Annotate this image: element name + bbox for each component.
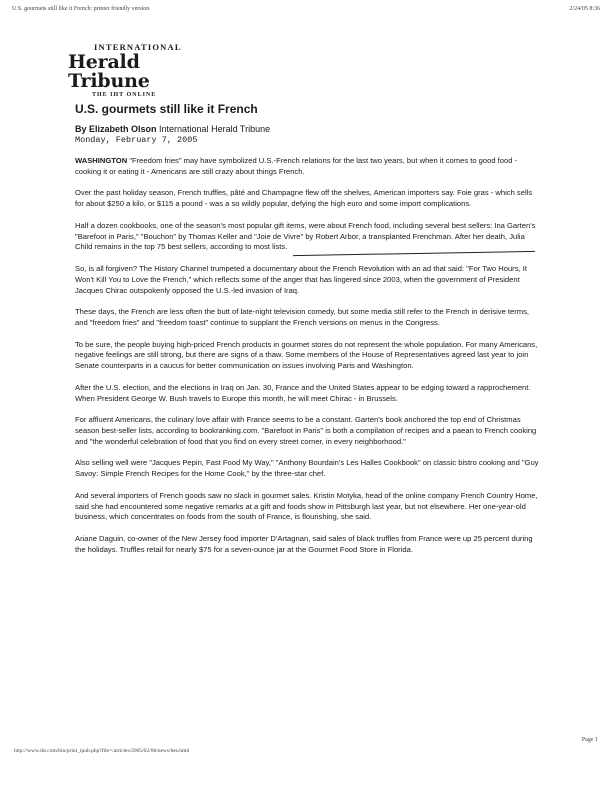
- byline-author: By Elizabeth Olson: [75, 124, 157, 134]
- paragraph: [75, 156, 540, 178]
- masthead-logo[interactable]: [68, 42, 208, 98]
- paragraph: Also selling well were "Jacques Pepin, Fast Food My Way," "Anthony Bourdain's Les Halles Cookbook" on classic bistro cooking and "Guy Savoy: Simple French Recipes for the Home Cook," by the three-star chef.: [75, 458, 539, 479]
- paragraph: And several importers of French goods saw no slack in gourmet sales. Kristin Motyka, head of the online company French Country Home, said she had encountered some negative remarks at a gift and foods show in Pittsburgh last year, but not elsewhere. Her one-year-old business, which concentrates on foods from the south of France, is flourishing, she said.: [75, 490, 538, 522]
- print-header-date: 2/24/05 8:36: [569, 6, 600, 12]
- dateline-location: WASHINGTON: [75, 156, 128, 165]
- paragraph-text: "Freedom fries" may have symbolized U.S.-French relations for the last two years, but when it comes to good food - cooking it or eating it - Americans are still crazy about things French.: [75, 156, 518, 176]
- article-headline: U.S. gourmets still like it French: [75, 102, 258, 116]
- masthead-international: INTERNATIONAL: [94, 42, 182, 52]
- paragraph: To be sure, the people buying high-priced French products in gourmet stores do not represent the whole population. For many Americans, negative feelings are still strong, but there are signs of a thaw. Some members of the House of Representatives agreed last year to join Senate counterparts in a caucus for better communication on issues involving Paris and Washington.: [75, 339, 538, 371]
- article-byline: [75, 124, 270, 134]
- print-header: [12, 6, 600, 12]
- paragraph: Half a dozen cookbooks, one of the season's most popular gift items, were about French food, including several best sellers: Ina Garten's "Barefoot in Paris," "Bouchon" by Thomas Keller and "Joie de Vivre" by Robert Arbor, a transplanted Frenchman. After her death, Julia Child remains in the top 75 best sellers, according to most lists.: [75, 220, 536, 252]
- footer-page-number: Page 1: [581, 737, 598, 743]
- print-header-title: U.S. gourmets still like it French: printer friendly version: [12, 6, 150, 12]
- masthead-herald-tribune: Herald Tribune: [68, 51, 150, 92]
- paragraph: These days, the French are less often the butt of late-night television comedy, but some media still refer to the French in derisive terms, and "freedom fries" and "freedom toast" continue to supplant the French versions on menus in the Congress.: [75, 307, 530, 327]
- paragraph: After the U.S. election, and the elections in Iraq on Jan. 30, France and the United States appear to be edging toward a rapprochement. When President George W. Bush travels to Europe this month, he will meet Chirac - in Brussels.: [75, 382, 531, 403]
- article-date: Monday, February 7, 2005: [75, 135, 198, 145]
- paragraph: For affluent Americans, the culinary love affair with France seems to be a constant. Garten's book anchored the top end of Christmas season best-seller lists, according to bookranking.com. "Barefoot in Paris" is both a compilation of recipes and a paean to French cooking and "the wonderful celebration of food that you find on every street corner, in every neighborhood.": [75, 415, 537, 446]
- paragraph: So, is all forgiven? The History Channel trumpeted a documentary about the French Revolution with an ad that said: "For Two Hours, It Won't Kill You to Love the French," which reflects some of the anger that has lingered since 2003, when the government of President Jacques Chirac outspokenly opposed the U.S.-led invasion of Iraq.: [75, 263, 527, 295]
- print-footer: [14, 737, 598, 754]
- masthead-online: THE IHT ONLINE: [92, 92, 157, 98]
- footer-url[interactable]: http://www.iht.com/bin/print_ipub.php?file=/articles/2005/02/06/news/bes.html: [14, 748, 190, 754]
- paragraph: Over the past holiday season, French truffles, pâté and Champagne flew off the shelves, American importers say. Foie gras - which sells for about $250 a kilo, or $115 a pound - was a so wildly popular, defying the high euro and some import complications.: [75, 188, 533, 209]
- article-body: [75, 156, 540, 566]
- byline-org: International Herald Tribune: [159, 124, 271, 134]
- paragraph: Ariane Daguin, co-owner of the New Jersey food importer D'Artagnan, said sales of black truffles from France were up 25 percent during the holidays. Truffles retail for nearly $75 for a seven-ounce jar at the Gourmet Food Store in Florida.: [75, 533, 533, 554]
